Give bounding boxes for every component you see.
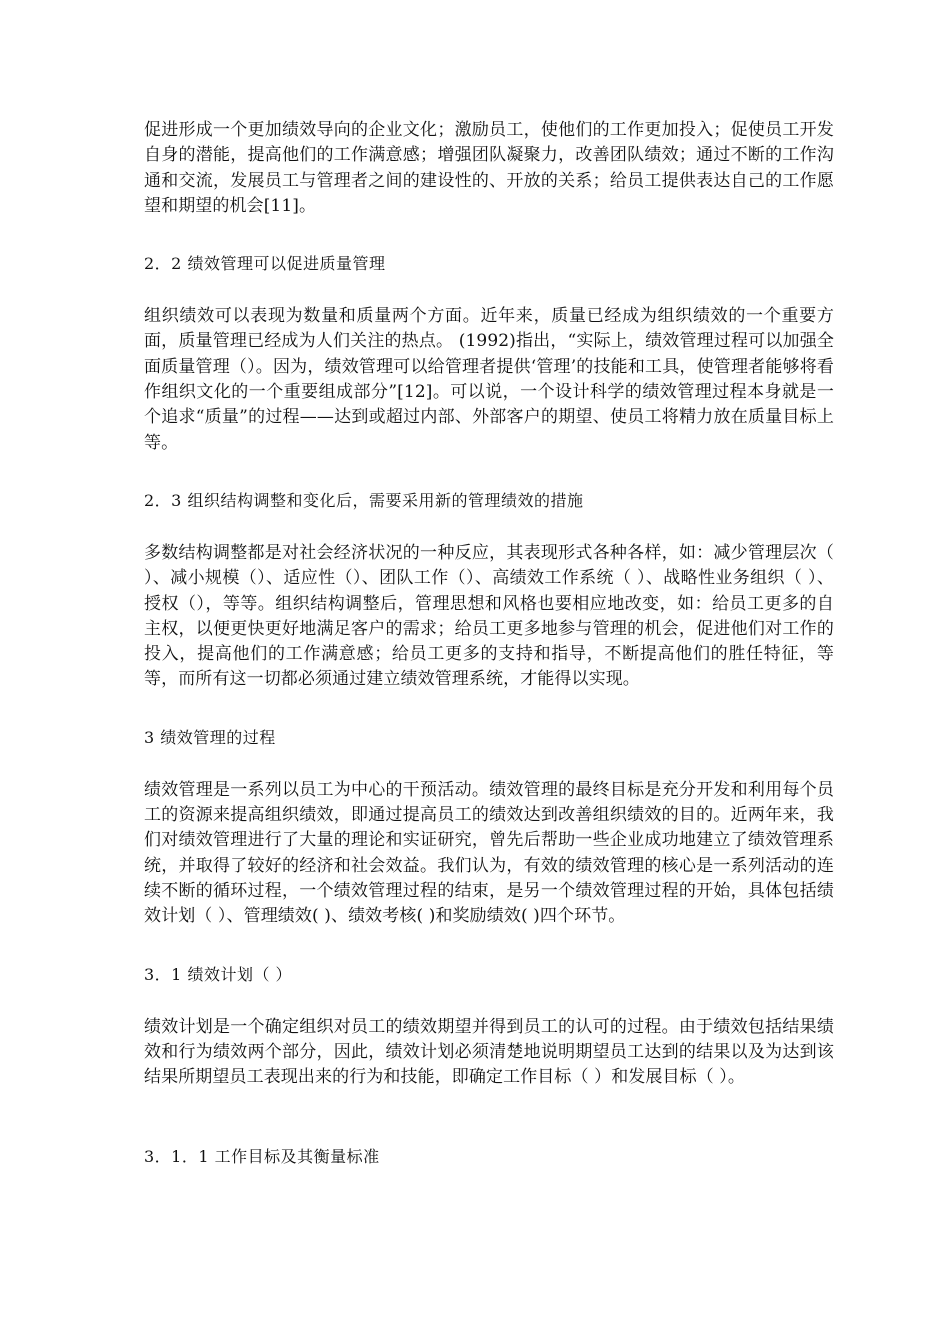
spacer <box>144 930 834 962</box>
spacer <box>144 219 834 251</box>
section-heading-3-1: 3．1 绩效计划（ ） <box>144 964 293 984</box>
spacer <box>144 276 834 304</box>
section-heading-2-3: 2．3 组织结构调整和变化后，需要采用新的管理绩效的措施 <box>144 490 584 510</box>
section-heading-3: 3 绩效管理的过程 <box>144 727 276 747</box>
document-page <box>144 118 834 1169</box>
section-heading-2-2: 2．2 绩效管理可以促进质量管理 <box>144 254 386 274</box>
spacer <box>144 513 834 541</box>
paragraph-quality-management: 组织绩效可以表现为数量和质量两个方面。近年来，质量已经成为组织绩效的一个重要方面，质量管理已经成为人们关注的热点。 (1992)指出，“实际上，绩效管理过程可以加强全面质量管理（）。因为，绩效管理可以给管理者提供‘管理’的技能和工具，使管理者能够将看作组织文化的一个重要组成部分”[12]。可以说，一个设计科学的绩效管理过程本身就是一个追求“质量”的过程——达到或超过内部、外部客户的期望、使员工将精力放在质量目标上等。 <box>144 306 834 453</box>
spacer <box>144 456 834 488</box>
spacer <box>144 693 834 725</box>
section-heading-3-1-1: 3．1．1 工作目标及其衡量标准 <box>144 1147 380 1167</box>
paragraph-performance-plan: 绩效计划是一个确定组织对员工的绩效期望并得到员工的认可的过程。由于绩效包括结果绩效和行为绩效两个部分，因此，绩效计划必须清楚地说明期望员工达到的结果以及为达到该结果所期望员工表现出来的行为和技能，即确定工作目标（ ）和发展目标（ ）。 <box>144 1016 834 1088</box>
spacer <box>144 750 834 778</box>
paragraph-management-process: 绩效管理是一系列以员工为中心的干预活动。绩效管理的最终目标是充分开发和利用每个员工的资源来提高组织绩效，即通过提高员工的绩效达到改善组织绩效的目的。近两年来，我们对绩效管理进行了大量的理论和实证研究，曾先后帮助一些企业成功地建立了绩效管理系统，并取得了较好的经济和社会效益。我们认为，有效的绩效管理的核心是一系列活动的连续不断的循环过程，一个绩效管理过程的结束，是另一个绩效管理过程的开始，具体包括绩效计划（ ）、管理绩效( )、绩效考核( )和奖励绩效( )四个环节。 <box>144 779 834 927</box>
spacer <box>144 1090 834 1144</box>
paragraph-culture-benefits: 促进形成一个更加绩效导向的企业文化；激励员工，使他们的工作更加投入；促使员工开发自身的潜能，提高他们的工作满意感；增强团队凝聚力，改善团队绩效；通过不断的工作沟通和交流，发展员工与管理者之间的建设性的、开放的关系；给员工提供表达自己的工作愿望和期望的机会[11]。 <box>144 120 834 216</box>
spacer <box>144 987 834 1015</box>
paragraph-structure-adjustment: 多数结构调整都是对社会经济状况的一种反应，其表现形式各种各样，如：减少管理层次（ ）、减小规模（）、适应性（）、团队工作（）、高绩效工作系统（ ）、战略性业务组织（ ）、授权（），等等。组织结构调整后，管理思想和风格也要相应地改变，如：给员工更多的自主权，以便更快更好地满足客户的需求；给员工更多地参与管理的机会，促进他们对工作的投入，提高他们的工作满意感；给员工更多的支持和指导，不断提高他们的胜任特征，等等，而所有这一切都必须通过建立绩效管理系统，才能得以实现。 <box>144 542 834 690</box>
